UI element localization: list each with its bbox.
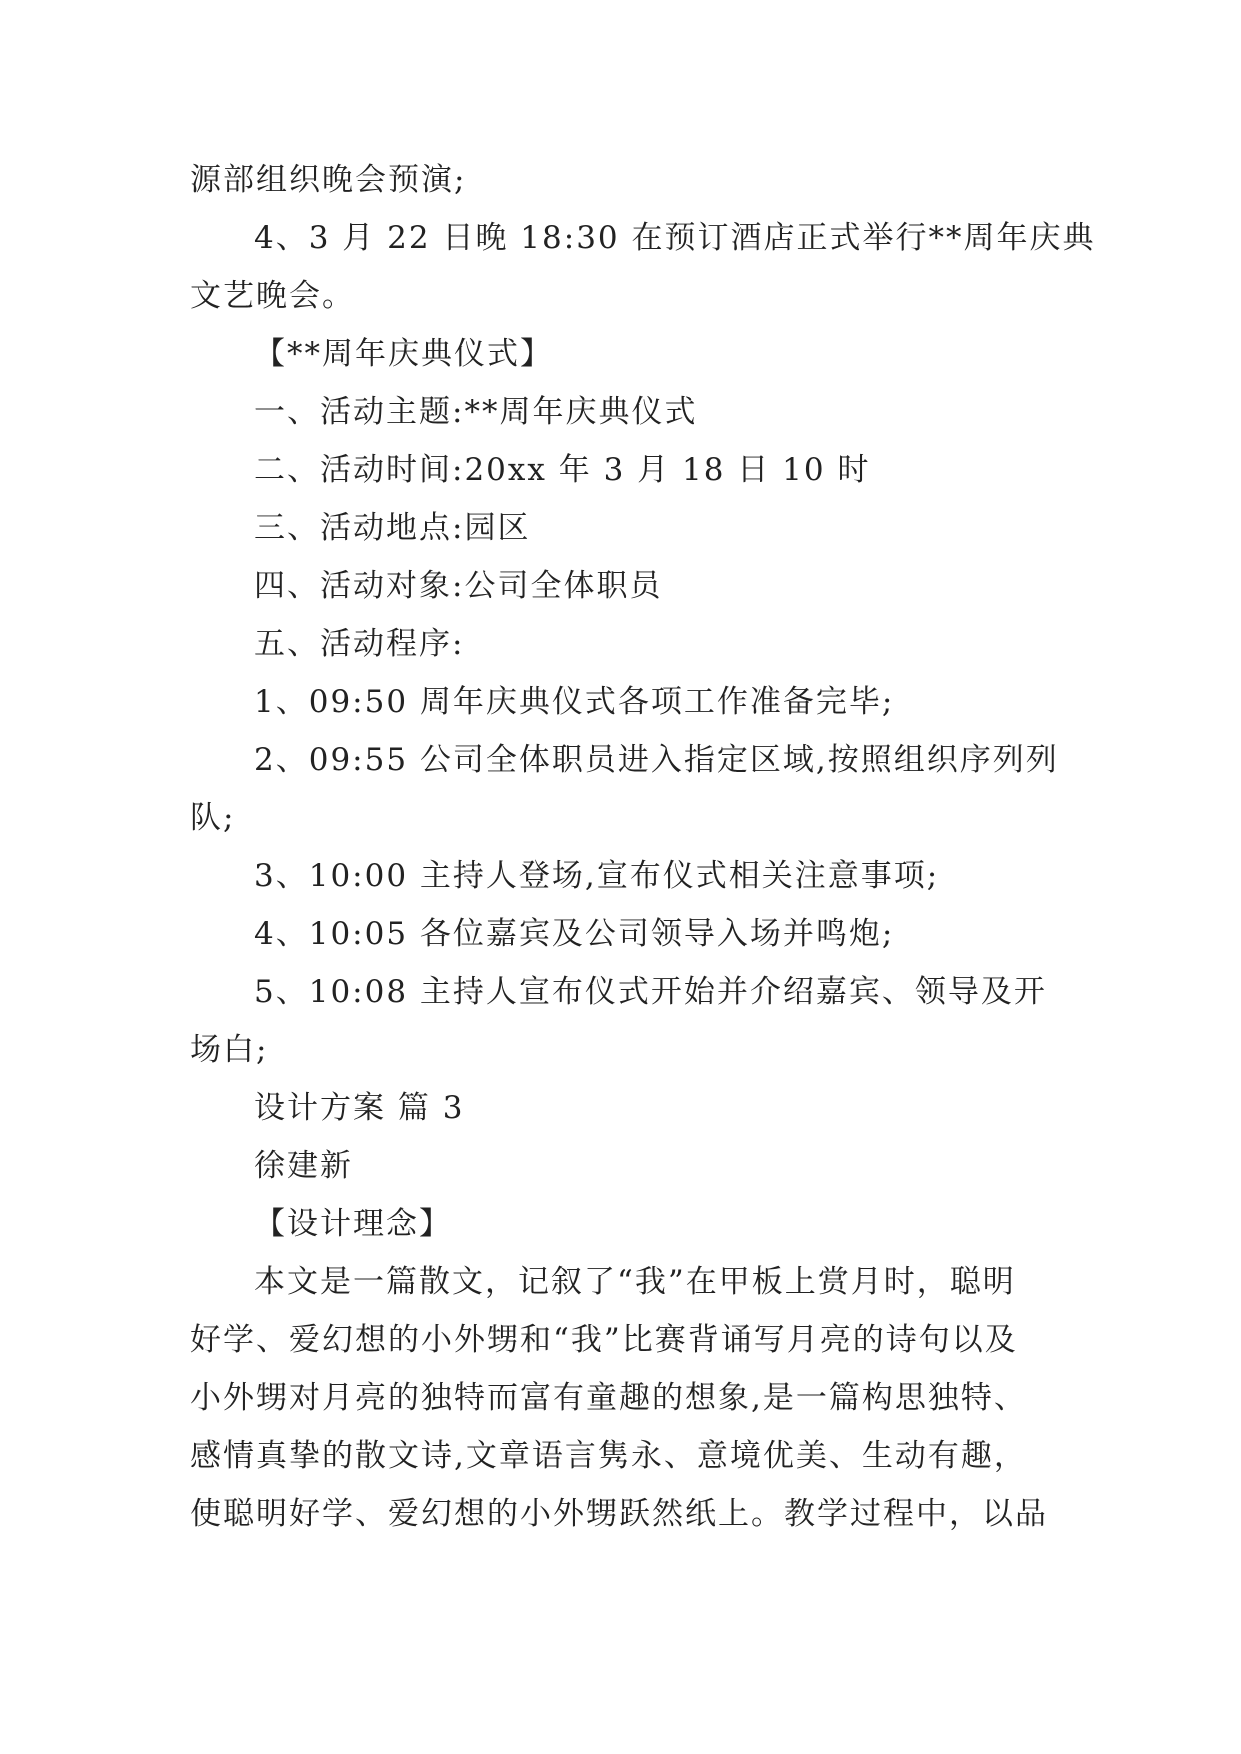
text-line: 小外甥对月亮的独特而富有童趣的想象,是一篇构思独特、 xyxy=(190,1380,1027,1416)
text-line: 4、3 月 22 日晚 18:30 在预订酒店正式举行**周年庆典 xyxy=(254,220,1096,256)
text-line: 5、10:08 主持人宣布仪式开始并介绍嘉宾、领导及开 xyxy=(254,974,1047,1010)
text-line: 好学、爱幻想的小外甥和“我”比赛背诵写月亮的诗句以及 xyxy=(190,1322,1018,1358)
section-heading: 【**周年庆典仪式】 xyxy=(254,336,553,372)
text-line: 使聪明好学、爱幻想的小外甥跃然纸上。教学过程中，以品 xyxy=(190,1496,1048,1532)
text-line: 1、09:50 周年庆典仪式各项工作准备完毕; xyxy=(254,684,895,720)
text-line: 源部组织晚会预演; xyxy=(190,162,467,198)
text-line: 一、活动主题:**周年庆典仪式 xyxy=(254,394,698,430)
author-name: 徐建新 xyxy=(254,1148,353,1184)
text-line: 3、10:00 主持人登场,宣布仪式相关注意事项; xyxy=(254,858,940,894)
text-line: 二、活动时间:20xx 年 3 月 18 日 10 时 xyxy=(254,452,871,488)
text-line: 场白; xyxy=(190,1032,269,1068)
text-line: 感情真挚的散文诗,文章语言隽永、意境优美、生动有趣， xyxy=(190,1438,1027,1474)
text-line: 4、10:05 各位嘉宾及公司领导入场并鸣炮; xyxy=(254,916,895,952)
text-line: 三、活动地点:园区 xyxy=(254,510,531,546)
text-line: 2、09:55 公司全体职员进入指定区域,按照组织序列列 xyxy=(254,742,1059,778)
text-line: 四、活动对象:公司全体职员 xyxy=(254,568,663,604)
section-title: 设计方案 篇 3 xyxy=(254,1090,465,1126)
section-heading: 【设计理念】 xyxy=(254,1206,452,1242)
text-line: 五、活动程序: xyxy=(254,626,465,662)
text-line: 文艺晚会。 xyxy=(190,278,355,314)
text-line: 本文是一篇散文，记叙了“我”在甲板上赏月时，聪明 xyxy=(254,1264,1016,1300)
text-line: 队; xyxy=(190,800,236,836)
